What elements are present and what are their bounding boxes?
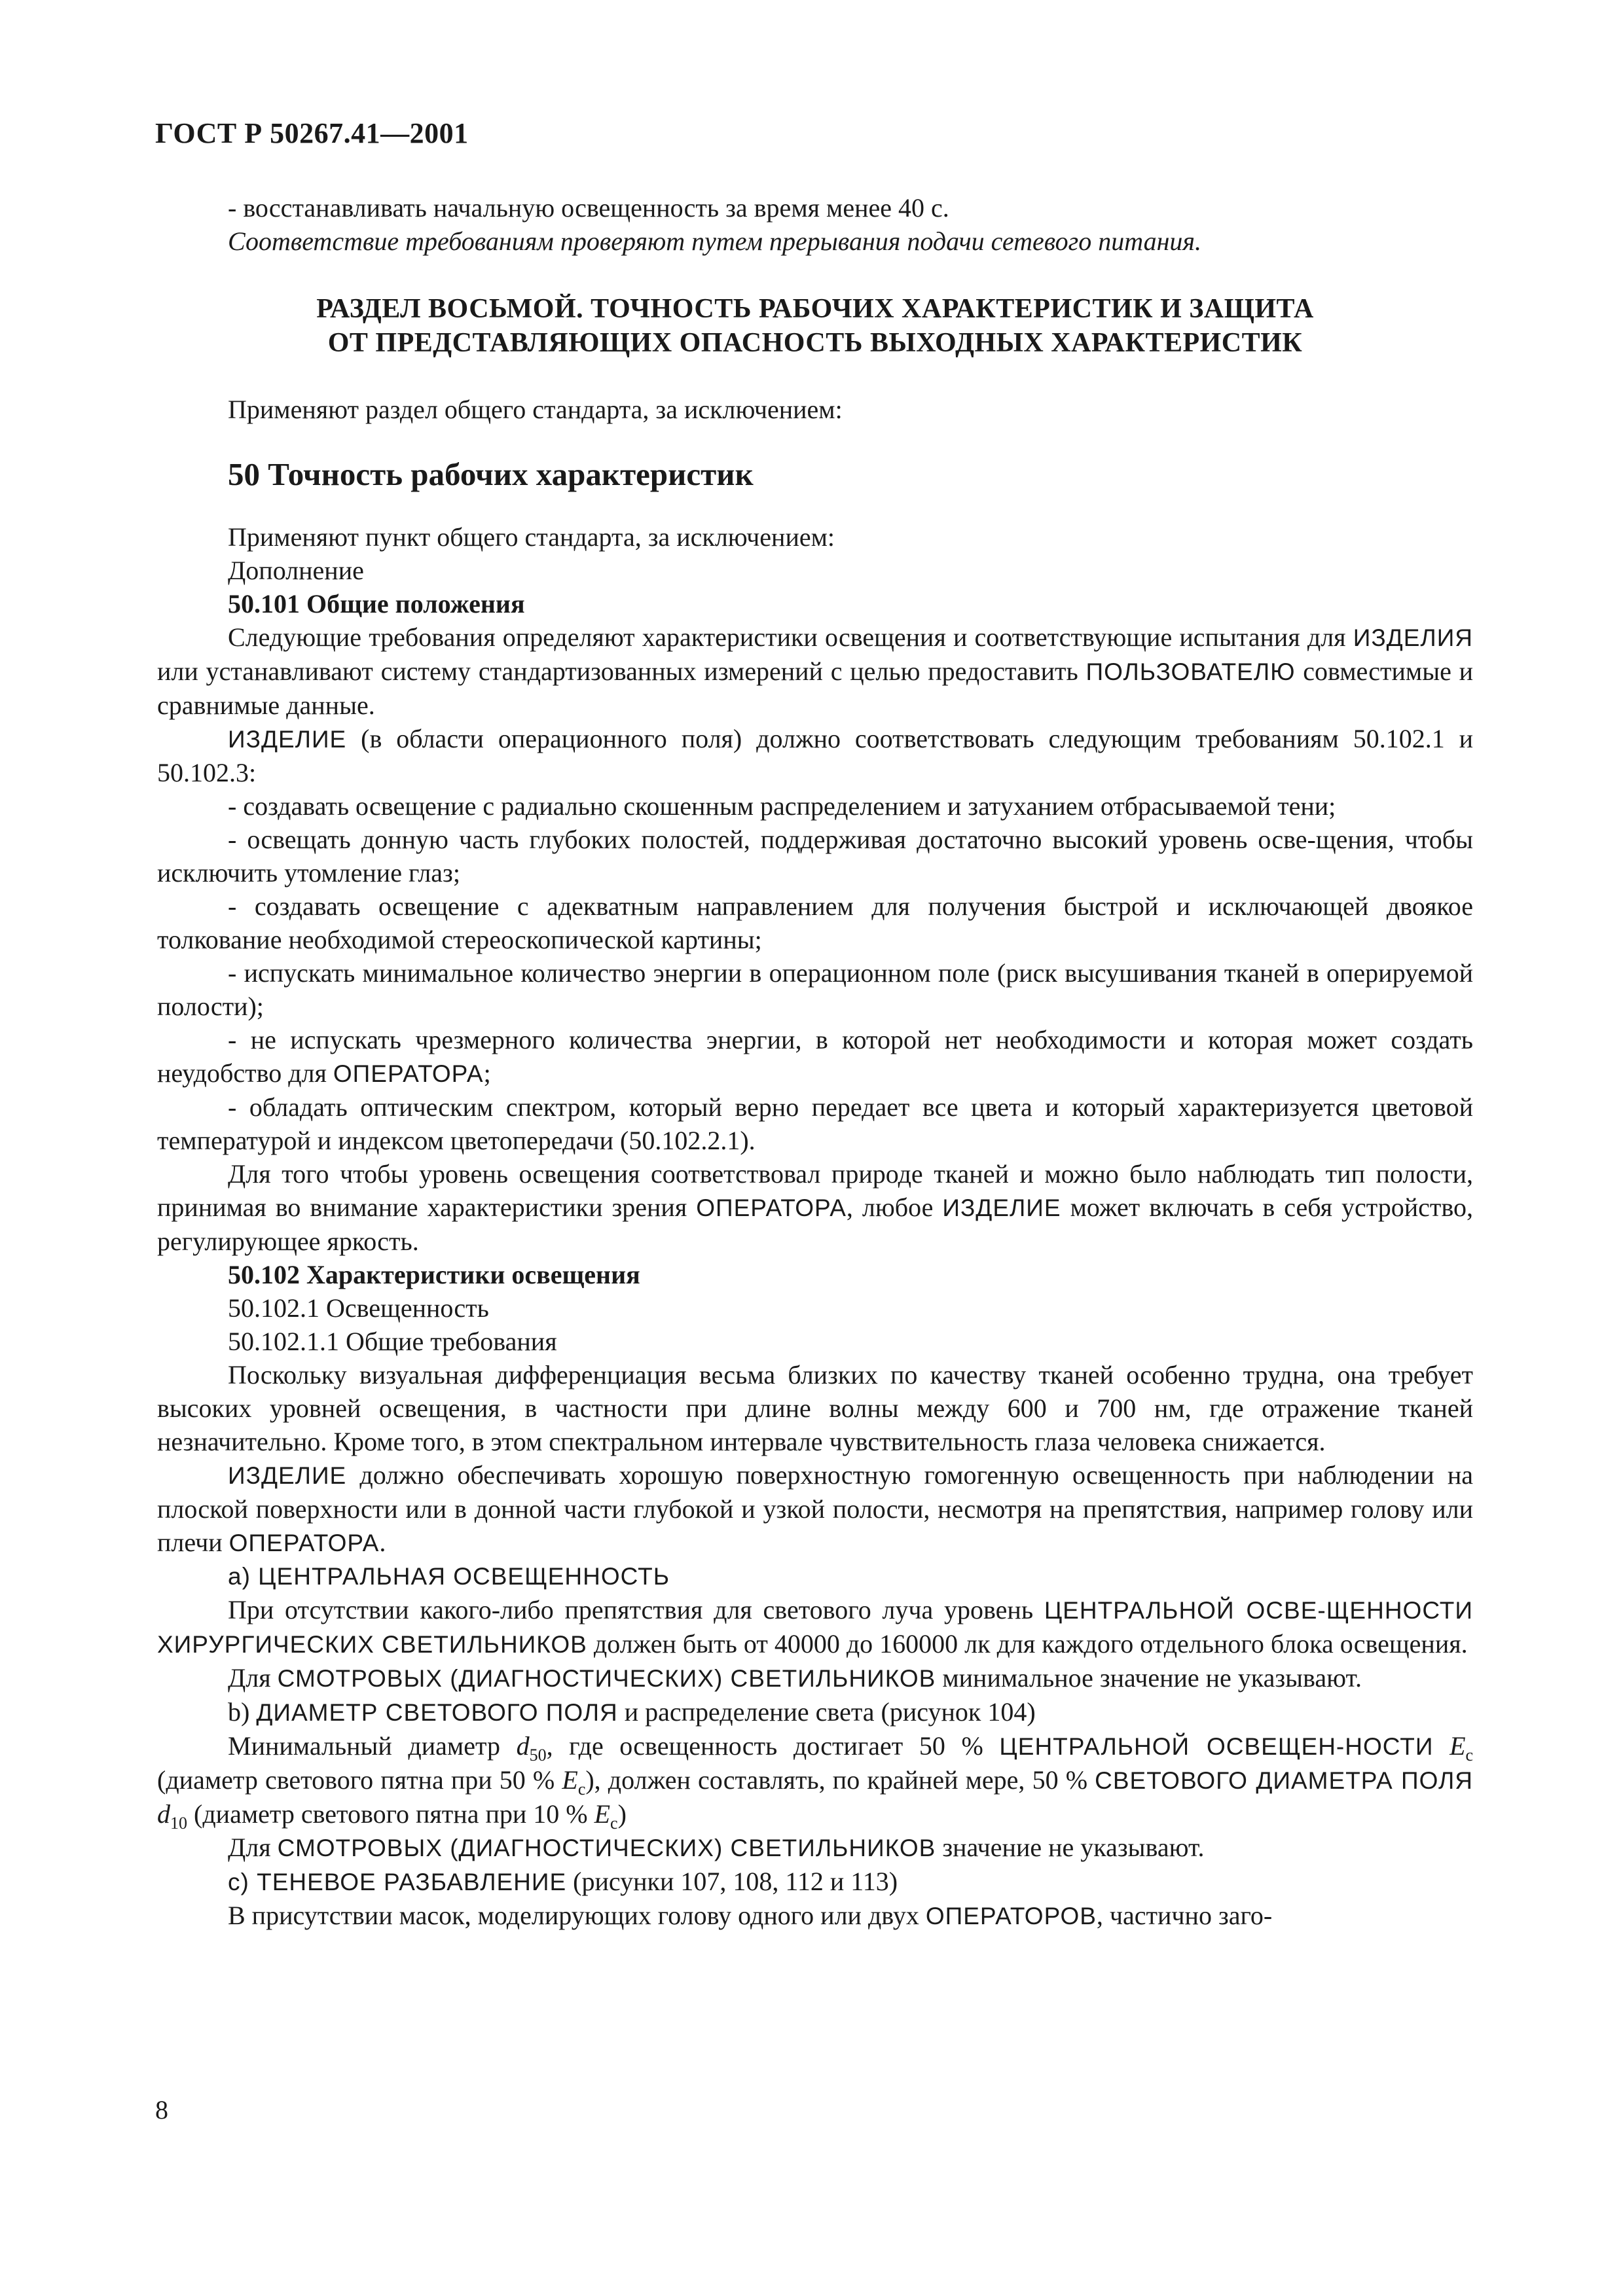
- paragraph: В присутствии масок, моделирующих голову одного или двух ОПЕРАТОРОВ, частично заго-: [228, 1901, 1273, 1930]
- section-title-line-2: ОТ ПРЕДСТАВЛЯЮЩИХ ОПАСНОСТЬ ВЫХОДНЫХ ХАРАКТЕРИСТИК: [327, 328, 1303, 358]
- page-number: 8: [155, 2095, 168, 2125]
- list-item: - создавать освещение с адекватным направлением для получения быстрой и исключающей двоякое толкование необходимой стереоскопической картины;: [157, 891, 1473, 954]
- subsection-label: 50.102.1.1 Общие требования: [228, 1327, 557, 1356]
- list-item: - не испускать чрезмерного количества энергии, в которой нет необходимости и которая может создать неудобство для ОПЕРАТОРА;: [157, 1025, 1473, 1088]
- paragraph: Для СМОТРОВЫХ (ДИАГНОСТИЧЕСКИХ) СВЕТИЛЬНИКОВ минимальное значение не указывают.: [228, 1663, 1362, 1693]
- paragraph: ИЗДЕЛИЕ должно обеспечивать хорошую поверхностную гомогенную освещенность при наблюдении на плоской поверхности или в донной части глубокой и узкой полости, несмотря на препятствия, например голову или плечи ОПЕРАТОРА.: [157, 1460, 1474, 1557]
- document-body: [157, 191, 1473, 1933]
- subclause-heading-50-101: 50.101 Общие положения: [228, 589, 525, 619]
- list-item: - освещать донную часть глубоких полостей, поддерживая достаточно высокий уровень осве-щения, чтобы исключить утомление глаз;: [157, 825, 1473, 888]
- clause-heading-50: 50 Точность рабочих характеристик: [228, 456, 754, 492]
- item-b-heading: b) ДИАМЕТР СВЕТОВОГО ПОЛЯ и распределение света (рисунок 104): [228, 1697, 1036, 1727]
- subsection-label: 50.102.1 Освещенность: [228, 1293, 489, 1323]
- paragraph: Для того чтобы уровень освещения соответствовал природе тканей и можно было наблюдать тип полости, принимая во внимание характеристики зрения ОПЕРАТОРА, любое ИЗДЕЛИЕ может включать в себя устройство, регулирующее яркость.: [157, 1159, 1474, 1256]
- paragraph: - восстанавливать начальную освещенность за время менее 40 с.: [228, 193, 949, 223]
- subclause-heading-50-102: 50.102 Характеристики освещения: [228, 1260, 640, 1289]
- paragraph: Дополнение: [228, 556, 364, 585]
- paragraph: Минимальный диаметр $d_{50}$, где освещенность достигает 50 % ЦЕНТРАЛЬНОЙ ОСВЕЩЕН-НОСТИ $E_с$ (диаметр светового пятна при 50 % $E_с$), должен составлять, по крайней мере, 50 % СВЕТОВОГО ДИАМЕТРА ПОЛЯ $d_{10}$ (диаметр светового пятна при 10 % $E_с$): [157, 1731, 1474, 1833]
- compliance-note: Соответствие требованиям проверяют путем прерывания подачи сетевого питания.: [228, 226, 1202, 256]
- paragraph: Поскольку визуальная дифференциация весьма близких по качеству тканей особенно трудна, она требует высоких уровней освещения, в частности при длине волны между 600 и 700 нм, где отражение тканей незначительно. Кроме того, в этом спектральном интервале чувствительность глаза человека снижается.: [157, 1360, 1473, 1456]
- list-item: - испускать минимальное количество энергии в операционном поле (риск высушивания тканей в оперируемой полости);: [157, 958, 1473, 1021]
- section-title-line-1: РАЗДЕЛ ВОСЬМОЙ. ТОЧНОСТЬ РАБОЧИХ ХАРАКТЕРИСТИК И ЗАЩИТА: [316, 294, 1314, 324]
- list-item: - обладать оптическим спектром, который верно передает все цвета и который характеризуется цветовой температурой и индексом цветопередачи (50.102.2.1).: [157, 1092, 1473, 1155]
- item-a-heading: а) ЦЕНТРАЛЬНАЯ ОСВЕЩЕННОСТЬ: [228, 1563, 670, 1590]
- list-item: - создавать освещение с радиально скошенным распределением и затуханием отбрасываемой тени;: [228, 791, 1336, 821]
- document-header: ГОСТ Р 50267.41—2001: [155, 117, 469, 149]
- paragraph: При отсутствии какого-либо препятствия для светового луча уровень ЦЕНТРАЛЬНОЙ ОСВЕ-ЩЕННОСТИ ХИРУРГИЧЕСКИХ СВЕТИЛЬНИКОВ должен быть от 40000 до 160000 лк для каждого отдельного блока освещения.: [157, 1595, 1474, 1659]
- paragraph: ИЗДЕЛИЕ (в области операционного поля) должно соответствовать следующим требованиям 50.102.1 и 50.102.3:: [157, 724, 1474, 787]
- item-c-heading: с) ТЕНЕВОЕ РАЗБАВЛЕНИЕ (рисунки 107, 108, 112 и 113): [228, 1867, 898, 1896]
- paragraph: Для СМОТРОВЫХ (ДИАГНОСТИЧЕСКИХ) СВЕТИЛЬНИКОВ значение не указывают.: [228, 1833, 1205, 1862]
- paragraph: Применяют пункт общего стандарта, за исключением:: [228, 522, 835, 552]
- paragraph: Применяют раздел общего стандарта, за исключением:: [228, 395, 843, 424]
- paragraph: Следующие требования определяют характеристики освещения и соответствующие испытания для ИЗДЕЛИЯ или устанавливают систему стандартизованных измерений с целью предоставить ПОЛЬЗОВАТЕЛЮ совместимые и сравнимые данные.: [157, 622, 1474, 720]
